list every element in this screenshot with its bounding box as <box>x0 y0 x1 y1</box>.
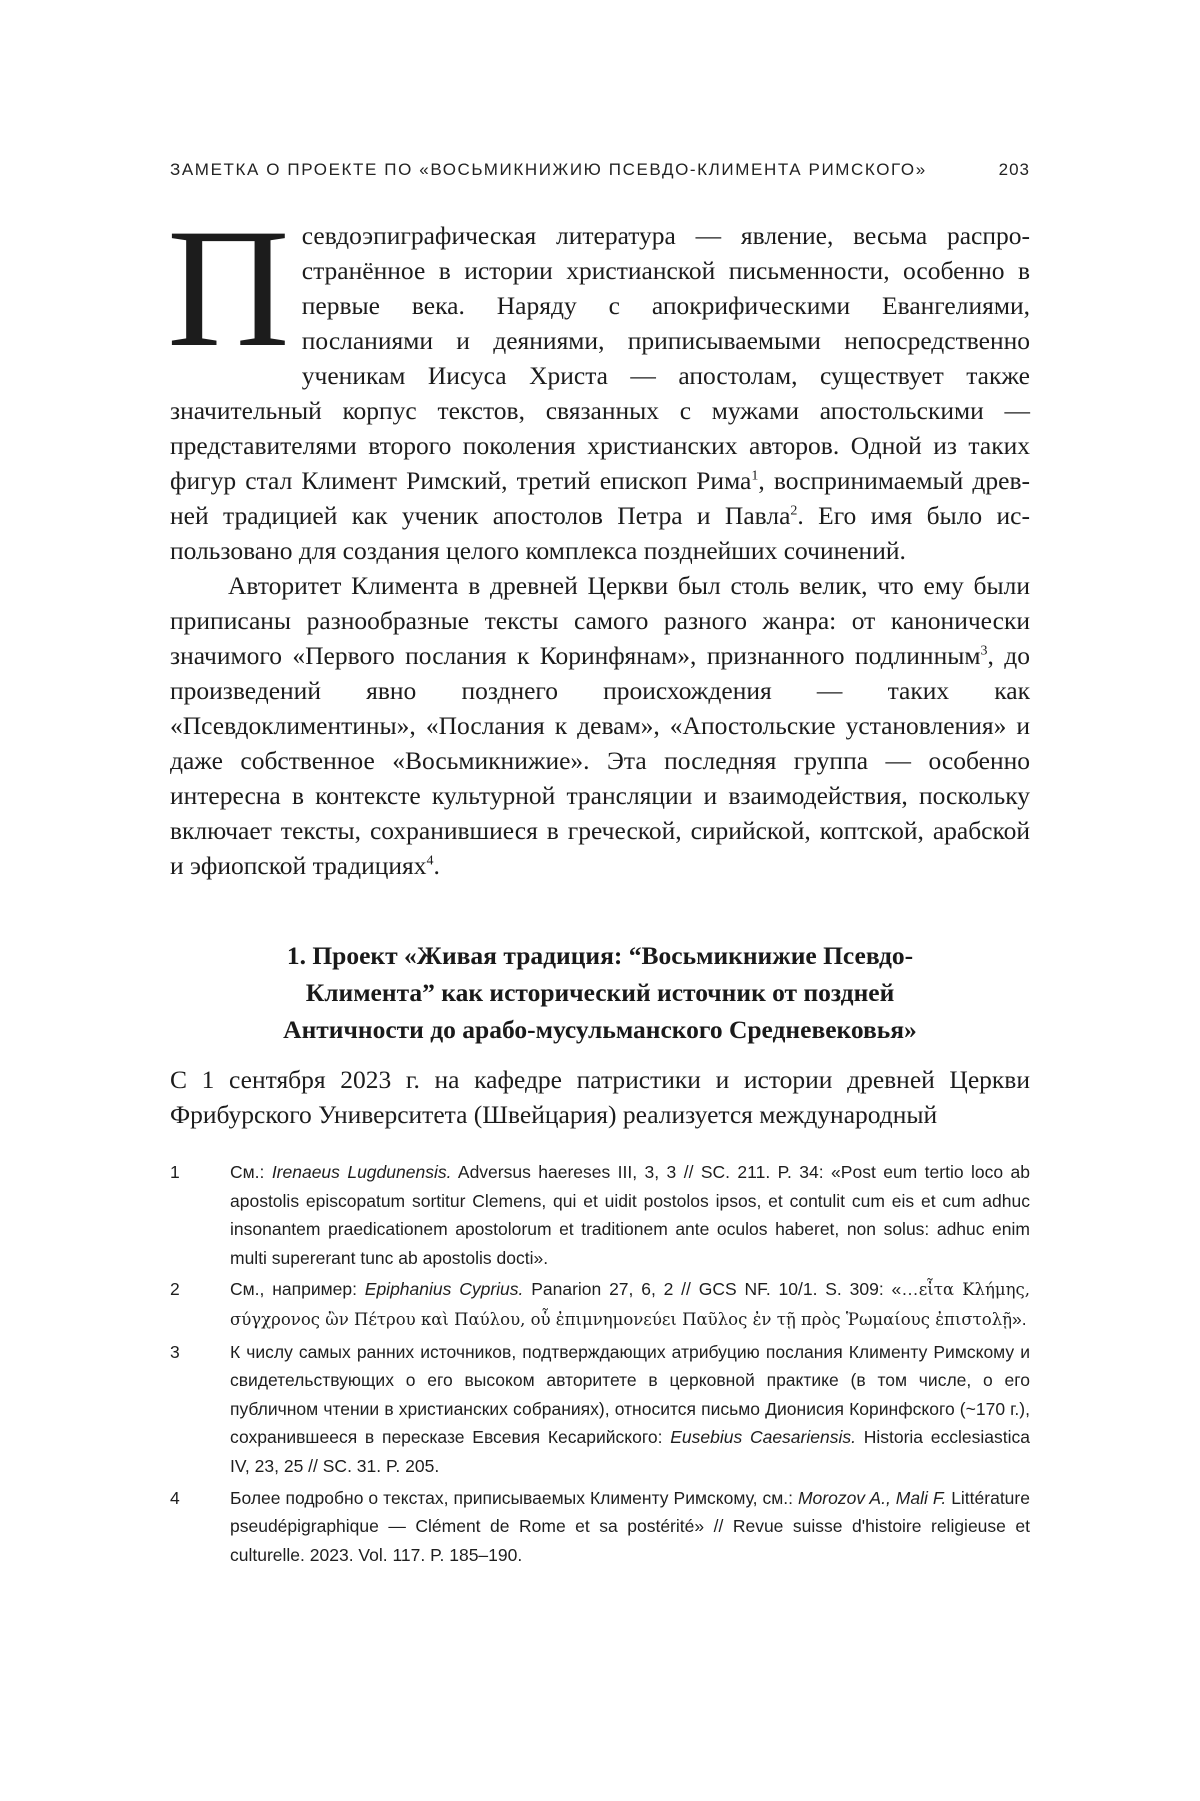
footnote-author: Irenaeus Lugdunensis. <box>271 1162 452 1182</box>
footnote-greek-quote: εἶτα Κλήμης, σύγχρονος ὢν Πέτρου καὶ Παύλου, οὗ ἐπιμνημονεύει Παῦλος ἐν τῇ πρὸς Ῥωμαίους ἐπιστολῇ <box>230 1280 1030 1329</box>
section-heading <box>180 937 1020 1048</box>
footnote-text <box>230 1158 1030 1272</box>
paragraph-3 <box>170 1062 1030 1132</box>
drop-cap: П <box>167 194 290 382</box>
footnote-text <box>230 1338 1030 1481</box>
footnotes <box>170 1158 1030 1572</box>
footnote-number: 1 <box>170 1162 180 1182</box>
section-heading-line-3: Античности до арабо-мусульманского Средневековья» <box>283 1015 917 1044</box>
footnote-3 <box>170 1338 1030 1481</box>
footnote-1 <box>170 1158 1030 1272</box>
footnote-text-part: Littérature pseudépigraphique — Clément de Rome et sa postérité» // Revue suisse d'histoire religieuse et culturelle. 2023. Vol. 117. P. 185–190. <box>230 1487 1030 1565</box>
paragraph-1 <box>167 194 1031 883</box>
paragraph-1-text-a: севдоэпиграфическая литература — явление, весьма распространённое в истории христианской письменности, особенно в первые века. Наряду с апокрифическими Евангелиями, посланиями и деяниями, приписываемыми непосредственно ученикам Иисуса Христа — апостолам, существует также значительный корпус текстов, связанных с мужами апостольскими — представителями второго поколения христианских авторов. Одной из таких фигур стал Климент Римский, третий епископ Рима <box>170 221 1030 495</box>
paragraph-2-text-b: , до произведений явно позднего происхождения — таких как «Псевдоклиментины», «Послания к девам», «Апостольские установления» и даже собственное «Восьмикнижие». Эта последняя группа — особенно интересна в контексте культурной трансляции и взаимодействия, поскольку включает тексты, сохранившиеся в греческой, сирийской, коптской, арабской и эфиопской традициях <box>170 641 1030 880</box>
footnote-number: 2 <box>170 1279 180 1300</box>
paragraph-2-text-a: Авторитет Климента в древней Церкви был столь велик, что ему были приписаны разнообразные тексты самого разного жанра: от канонически значимого «Первого послания к Коринфянам», признанного подлинным <box>170 571 1030 670</box>
paragraph-3-text: С 1 сентября 2023 г. на кафедре патристики и истории древней Церкви Фрибурского Университета (Швейцария) реализуется международный <box>170 1065 1030 1129</box>
paragraph-1-text-c: . Его имя было использовано для создания целого комплекса позднейших сочинений. <box>170 501 1031 565</box>
footnote-ref-3[interactable]: 3 <box>980 643 988 659</box>
page-number: 203 <box>998 160 1030 179</box>
footnote-text-part: Panarion 27, 6, 2 // GCS NF. 10/1. S. 309: «… <box>523 1279 919 1300</box>
footnote-text-part: Historia ecclesiastica IV, 23, 25 // SC. 31. P. 205. <box>230 1427 1030 1476</box>
footnote-ref-4[interactable]: 4 <box>426 853 434 869</box>
footnote-text-part: Adversus haereses III, 3, 3 // SC. 211. P. 34: «Post eum tertio loco ab apostolis episcopatum sortitur Clemens, qui et uidit postolos ipsos, et contulit cum eis et cum adhuc insonantem praedicationem apostolorum et traditionem ante oculos haberet, non solus: adhuc enim multi supererant tunc ab apostolis docti». <box>230 1162 1030 1268</box>
footnote-4 <box>170 1484 1030 1570</box>
footnote-text-part: См.: <box>230 1162 272 1182</box>
footnote-text-part: См., например: <box>230 1279 365 1300</box>
footnote-ref-1[interactable]: 1 <box>751 468 759 484</box>
footnote-text-part: ». <box>1012 1308 1027 1329</box>
running-head-title: ЗАМЕТКА О ПРОЕКТЕ ПО «ВОСЬМИКНИЖИЮ ПСЕВДО-КЛИМЕНТА РИМСКОГО» <box>170 160 927 179</box>
footnote-text-part: Более подробно о текстах, приписываемых Клименту Римскому, см.: <box>230 1487 798 1508</box>
paragraph-1-text-b: , воспринимаемый древней традицией как ученик апостолов Петра и Павла <box>170 466 1030 530</box>
paragraph-2 <box>170 568 1030 883</box>
footnote-text <box>230 1484 1030 1570</box>
footnote-ref-2[interactable]: 2 <box>790 503 798 519</box>
footnote-text <box>230 1275 1030 1334</box>
running-head <box>170 160 1030 180</box>
footnote-number: 3 <box>170 1341 180 1362</box>
footnote-text-part: К числу самых ранних источников, подтверждающих атрибуцию послания Клименту Римскому и свидетельствующих о его высоком авторитете в церковной практике (в том числе, о его публичном чтении в христианских собраниях), относится письмо Дионисия Коринфского (~170 г.), сохранившееся в пересказе Евсевия Кесарийского: <box>230 1341 1030 1448</box>
paragraph-2-text-c: . <box>433 851 440 880</box>
footnote-author: Morozov A., Mali F. <box>797 1487 947 1508</box>
footnote-author: Eusebius Caesariensis. <box>670 1427 856 1448</box>
section-heading-line-1: 1. Проект «Живая традиция: “Восьмикнижие Псевдо- <box>286 941 914 970</box>
section-heading-line-2: Климента” как исторический источник от поздней <box>305 978 895 1007</box>
footnote-author: Epiphanius Cyprius. <box>364 1279 524 1300</box>
footnote-number: 4 <box>170 1487 180 1508</box>
footnote-2 <box>170 1275 1030 1334</box>
